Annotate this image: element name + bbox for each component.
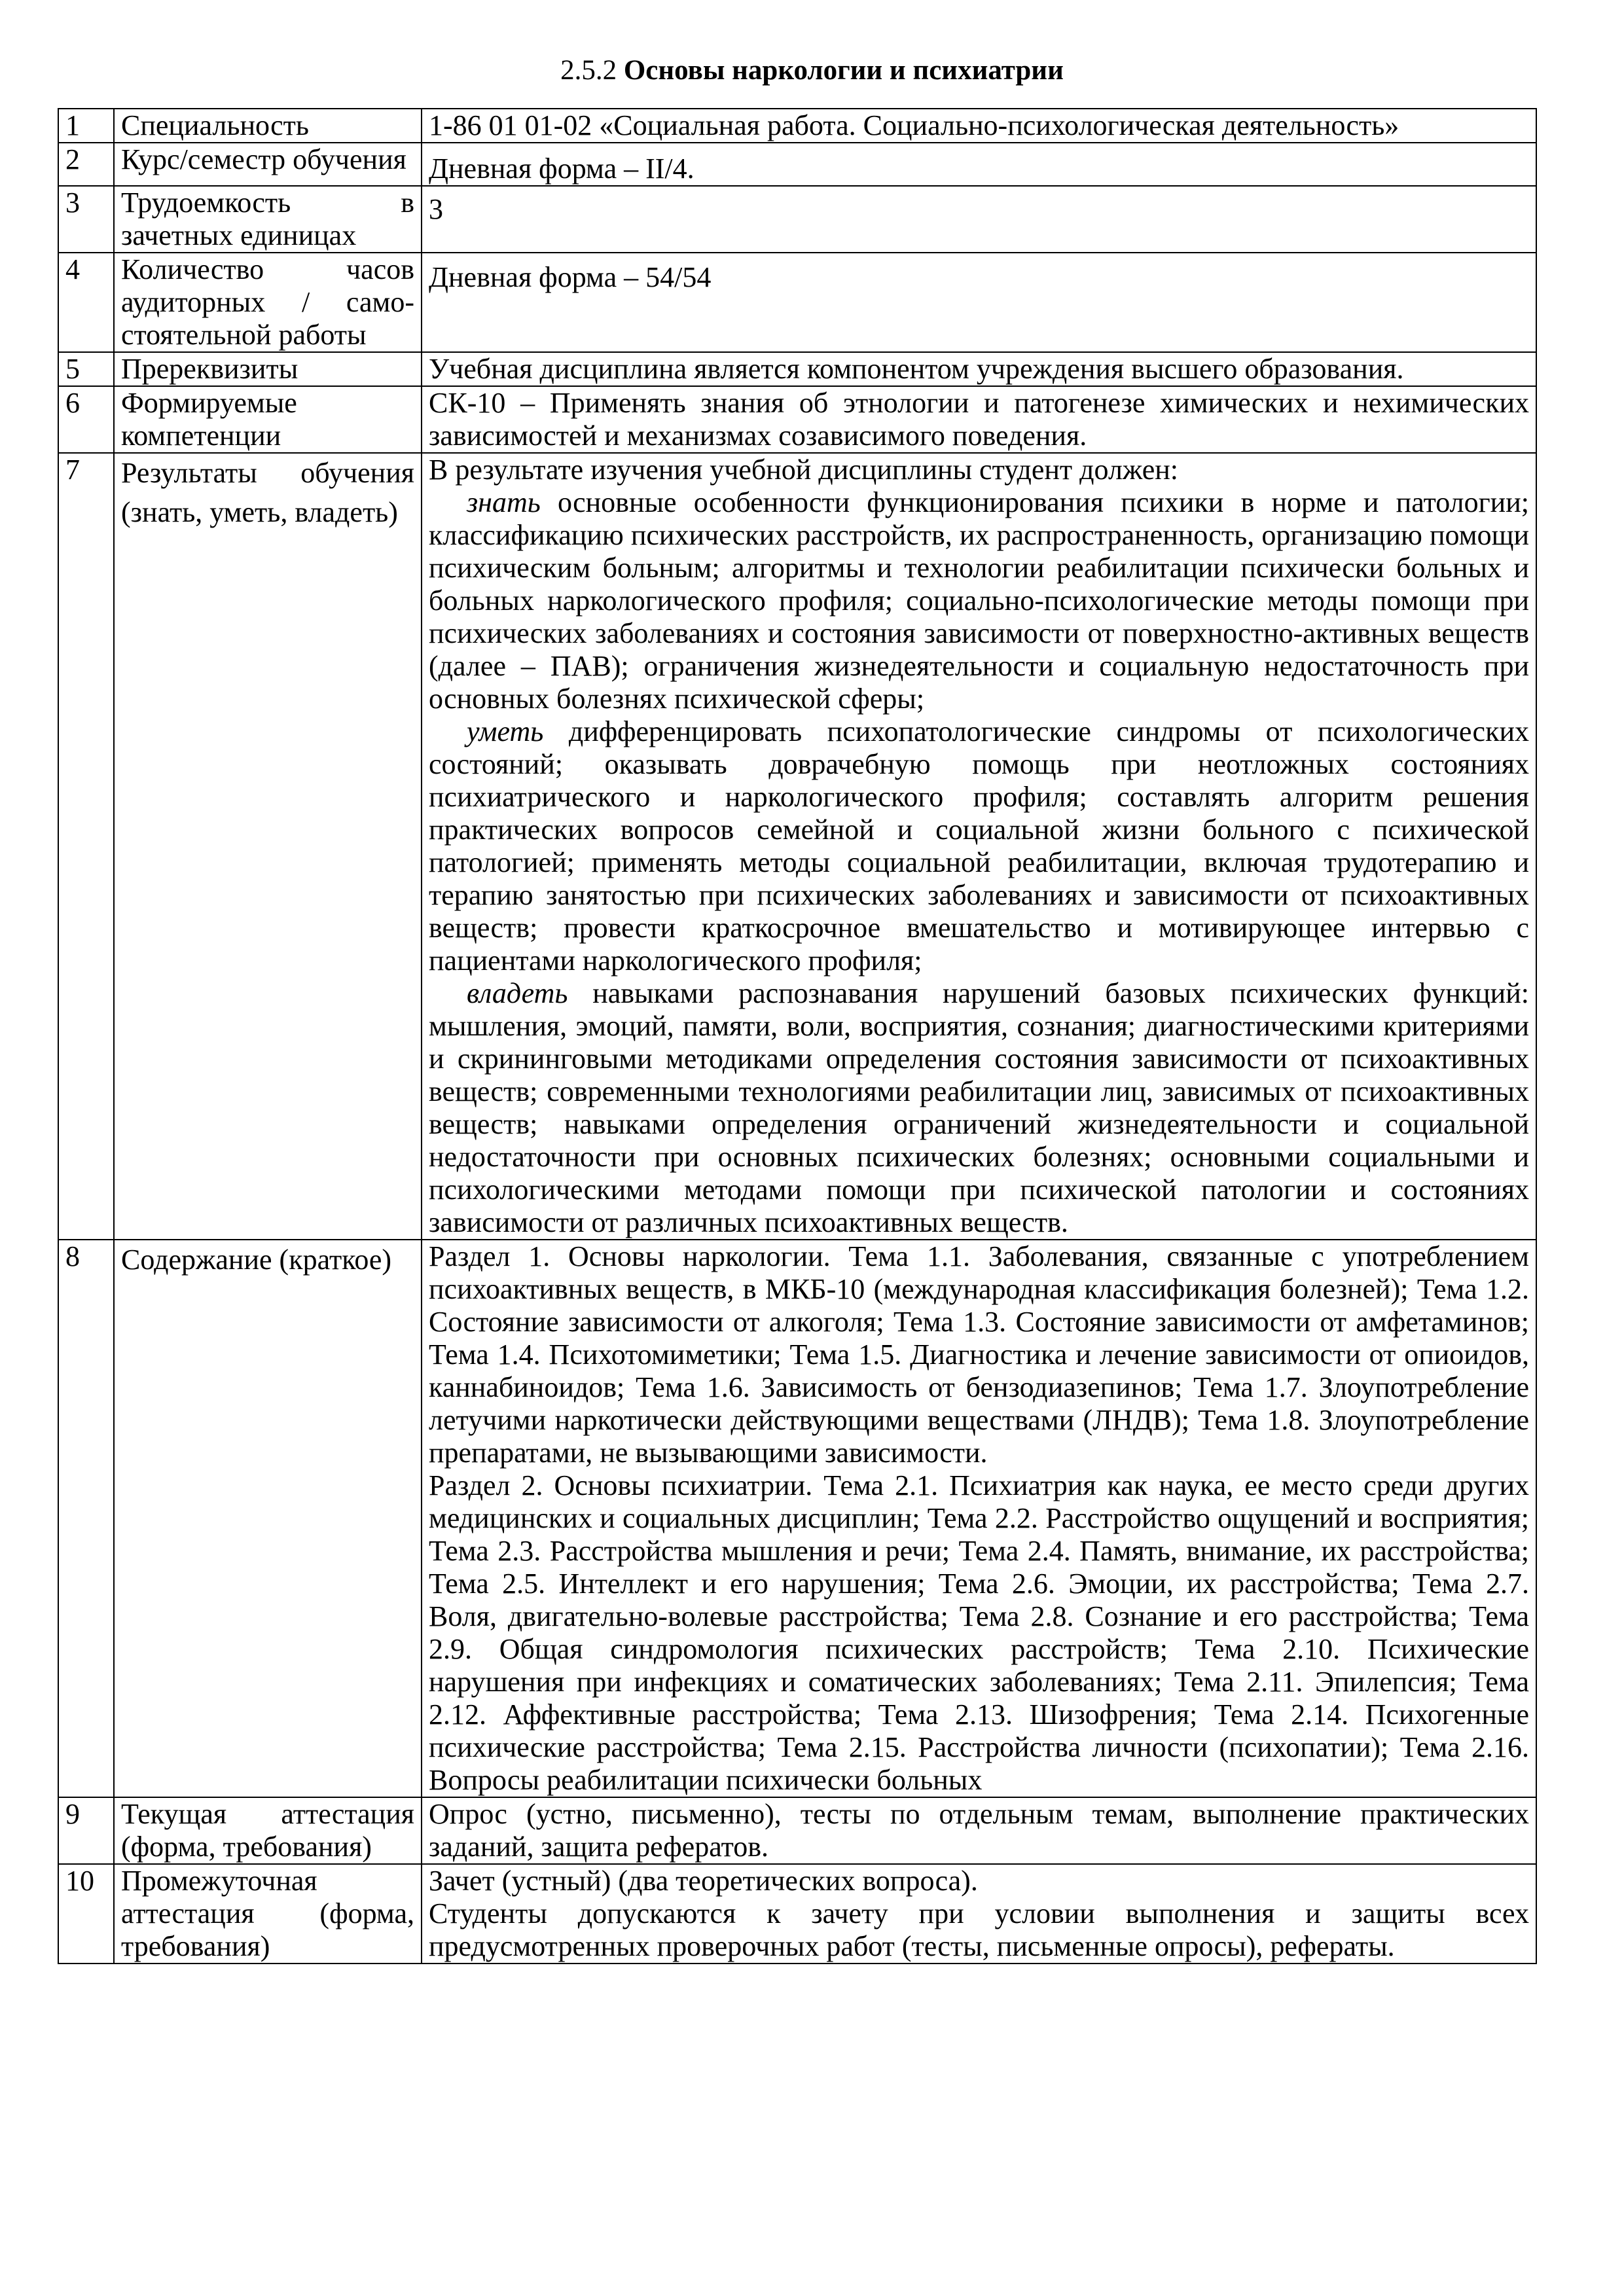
value-paragraph: Учебная дисциплина является компонентом учреждения высшего образования.	[429, 353, 1404, 385]
row-value	[422, 143, 1536, 186]
row-number: 3	[58, 186, 114, 253]
row-label: Курс/семестр обучения	[114, 143, 422, 186]
value-paragraph: Студенты допускаются к зачету при условии выполнения и защиты всех предусмотренных проверочных работ (тесты, письменные опросы), рефераты.	[429, 1897, 1529, 1962]
row-label: Специальность	[114, 109, 422, 143]
row-number: 5	[58, 352, 114, 386]
value-paragraph: Дневная форма – 54/54	[429, 261, 712, 293]
know-lead: знать	[467, 486, 541, 518]
row-label: Пререквизиты	[114, 352, 422, 386]
row-number: 1	[58, 109, 114, 143]
row-label: Промежуточная аттестация (форма, требования)	[114, 1864, 422, 1964]
row-label: Содержание (краткое)	[114, 1240, 422, 1797]
table-row	[58, 253, 1536, 352]
table-row	[58, 109, 1536, 143]
row-label: Текущая аттестация (форма, требования)	[114, 1797, 422, 1864]
master-text: навыками распознавания нарушений базовых психических функций: мышления, эмоций, памяти, воли, восприятия, сознания; диагностическими критериями и скрининговыми методиками определения состояния зависимости от психоактивных веществ; современными технологиями реабилитации лиц, зависимых от психоактивных веществ; навыками определения ограничений жизнедеятельности и социальной недостаточности при основных психических болезнях; основными социальными и психологическими методами помощи при психической патологии и состояниях зависимости от различных психоактивных веществ.	[429, 977, 1529, 1238]
table-row	[58, 143, 1536, 186]
row-number: 10	[58, 1864, 114, 1964]
table-row	[58, 352, 1536, 386]
table-row	[58, 453, 1536, 1240]
content-section-1: Раздел 1. Основы наркологии. Тема 1.1. Заболевания, связанные с употреблением психоактивных веществ, в МКБ-10 (международная классификация болезней); Тема 1.2. Состояние зависимости от алкоголя; Тема 1.3. Состояние зависимости от амфетаминов; Тема 1.4. Психотомиметики; Тема 1.5. Диагностика и лечение зависимости от опиоидов, каннабиноидов; Тема 1.6. Зависимость от бензодиазепинов; Тема 1.7. Злоупотребление летучими наркотически действующими веществами (ЛНДВ); Тема 1.8. Злоупотребление препаратами, не вызывающими зависимости.	[429, 1240, 1529, 1469]
row-number: 7	[58, 453, 114, 1240]
row-value	[422, 186, 1536, 253]
row-number: 4	[58, 253, 114, 352]
value-paragraph: 3	[429, 193, 443, 225]
table-row	[58, 1797, 1536, 1864]
can-lead: уметь	[467, 715, 544, 747]
row-value	[422, 253, 1536, 352]
row-value	[422, 1797, 1536, 1864]
master-lead: владеть	[467, 977, 568, 1009]
table-row	[58, 1240, 1536, 1797]
row-value	[422, 1864, 1536, 1964]
row-value	[422, 386, 1536, 453]
row-number: 9	[58, 1797, 114, 1864]
value-paragraph: 1-86 01 01-02 «Социальная работа. Социально-психологическая деятельность»	[429, 109, 1399, 141]
results-know	[429, 486, 1529, 715]
value-paragraph: Зачет (устный) (два теоретических вопроса).	[429, 1865, 978, 1897]
row-number: 6	[58, 386, 114, 453]
row-value	[422, 352, 1536, 386]
content-section-2: Раздел 2. Основы психиатрии. Тема 2.1. Психиатрия как наука, ее место среди других медицинских и социальных дисциплин; Тема 2.2. Расстройство ощущений и восприятия; Тема 2.3. Расстройства мышления и речи; Тема 2.4. Память, внимание, их расстройства; Тема 2.5. Интеллект и его нарушения; Тема 2.6. Эмоции, их расстройства; Тема 2.7. Воля, двигательно-волевые расстройства; Тема 2.8. Сознание и его расстройства; Тема 2.9. Общая синдромология психических расстройств; Тема 2.10. Психические нарушения при инфекциях и соматических заболеваниях; Тема 2.11. Эпилепсия; Тема 2.12. Аффективные расстройства; Тема 2.13. Шизофрения; Тема 2.14. Психогенные психические расстройства; Тема 2.15. Расстройства личности (психопатии); Тема 2.16. Вопросы реабилитации психически больных	[429, 1469, 1529, 1796]
title-text: Основы наркологии и психиатрии	[623, 55, 1064, 86]
table-row	[58, 1864, 1536, 1964]
know-text: основные особенности функционирования психики в норме и патологии; классификацию психических расстройств, их распространенность, организацию помощи психическим больным; алгоритмы и технологии реабилитации психически больных и больных наркологического профиля; социально-психологические методы помощи при психических заболеваниях и состояния зависимости от поверхностно-активных веществ (далее – ПАВ); ограничения жизнедеятельности и социальную недостаточность при основных болезнях психической сферы;	[429, 486, 1529, 715]
row-number: 2	[58, 143, 114, 186]
row-value	[422, 453, 1536, 1240]
results-master	[429, 977, 1529, 1239]
discipline-table	[58, 108, 1537, 1964]
value-paragraph: СК-10 – Применять знания об этнологии и патогенезе химических и нехимических зависимостей и механизмах созависимого поведения.	[429, 387, 1529, 452]
value-paragraph: Дневная форма – II/4.	[429, 152, 695, 185]
title-number: 2.5.2	[560, 55, 617, 86]
value-paragraph: Опрос (устно, письменно), тесты по отдельным темам, выполнение практических заданий, защита рефератов.	[429, 1798, 1529, 1863]
row-label: Количество часов аудиторных / само-стоятельной работы	[114, 253, 422, 352]
can-text: дифференцировать психопатологические синдромы от психологических состояний; оказывать доврачебную помощь при неотложных состояниях психиатрического и наркологического профиля; составлять алгоритм решения практических вопросов семейной и социальной жизни больного с психической патологией; применять методы социальной реабилитации, включая трудотерапию и терапию занятостью при психических заболеваниях и зависимости от психоактивных веществ; провести краткосрочное вмешательство и мотивирующее интервью с пациентами наркологического профиля;	[429, 715, 1529, 977]
row-value	[422, 1240, 1536, 1797]
page-title	[0, 54, 1624, 88]
table-row	[58, 186, 1536, 253]
row-label: Трудоемкость в зачетных единицах	[114, 186, 422, 253]
results-can	[429, 715, 1529, 977]
row-value	[422, 109, 1536, 143]
row-number: 8	[58, 1240, 114, 1797]
results-intro: В результате изучения учебной дисциплины студент должен:	[429, 454, 1179, 486]
row-label: Результаты обучения (знать, уметь, владеть)	[114, 453, 422, 1240]
row-label: Формируемые компетенции	[114, 386, 422, 453]
table-row	[58, 386, 1536, 453]
